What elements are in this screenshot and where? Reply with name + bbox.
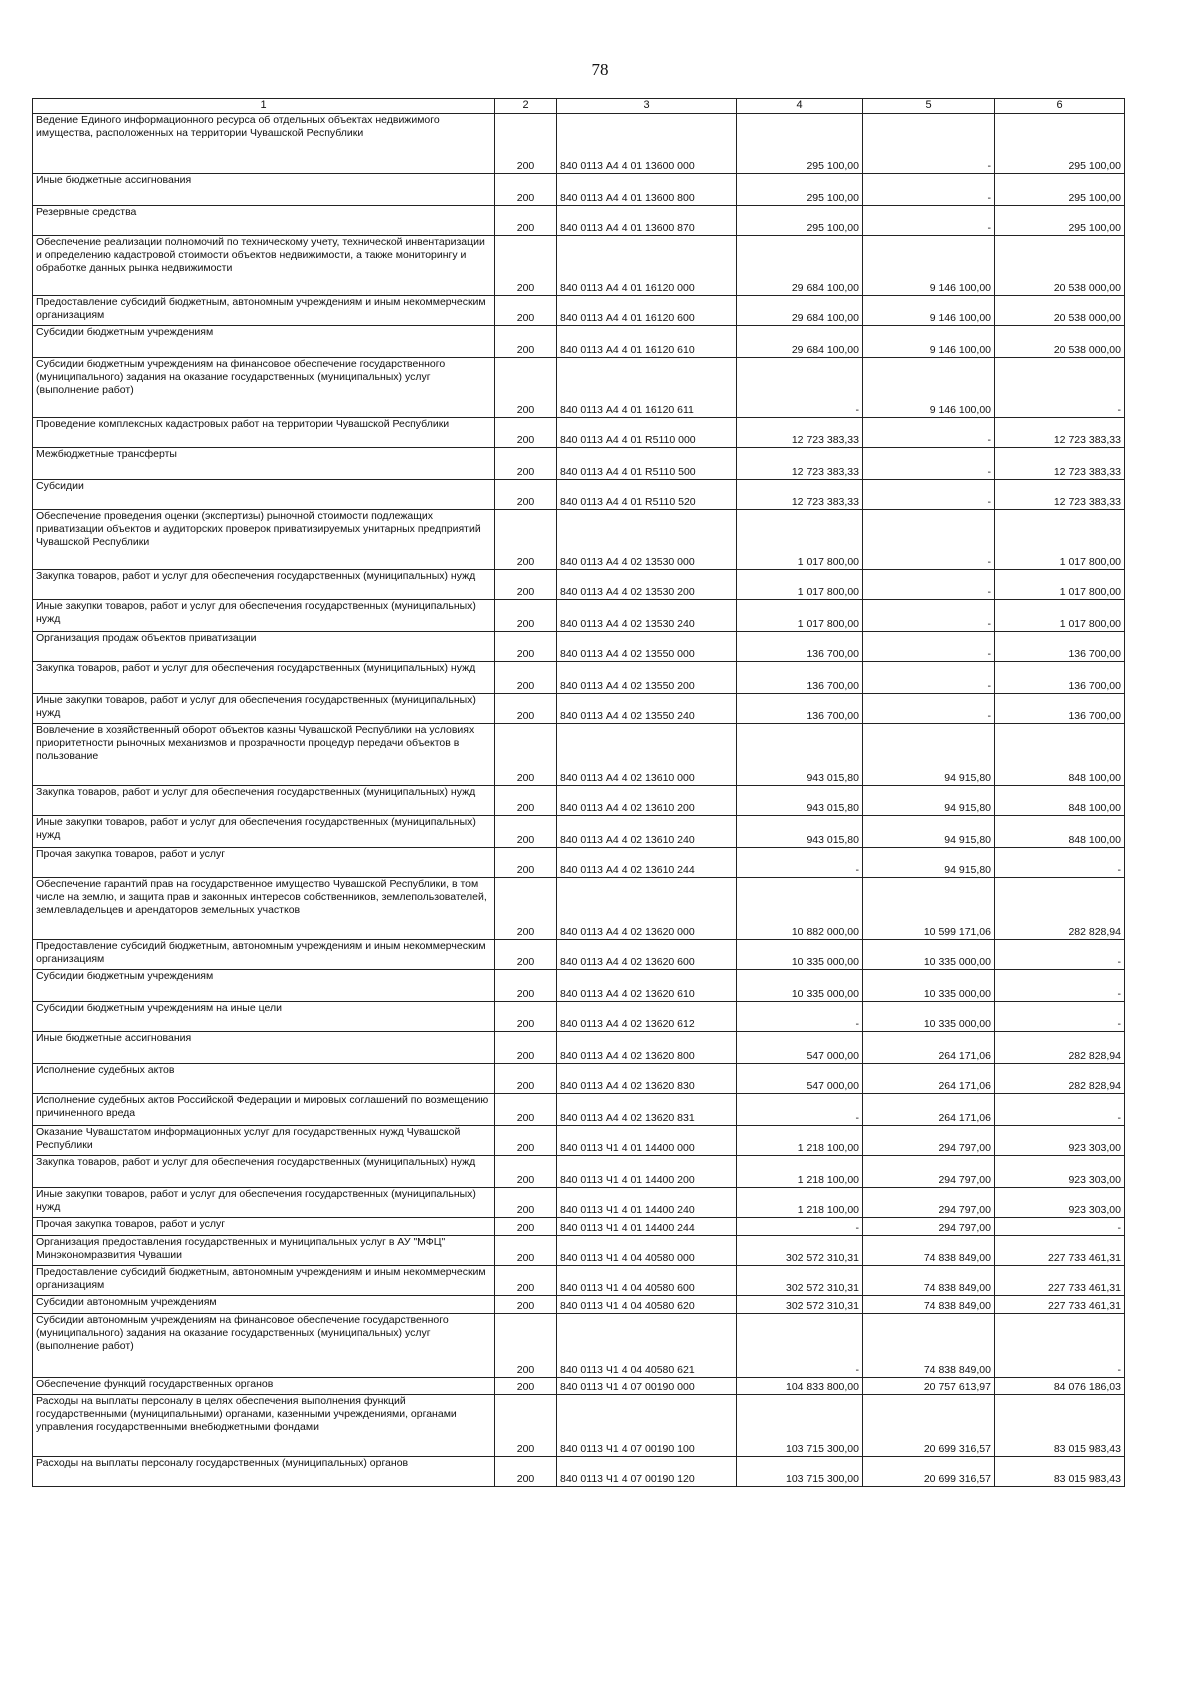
table-row — [33, 970, 1125, 1002]
row-name-cell: Субсидии автономным учреждениям на финансовое обеспечение государственного (муниципального) задания на оказание государственных (муниципальных) услуг (выполнение работ) — [33, 1314, 495, 1378]
row-amount-cell: - — [863, 114, 995, 174]
row-kbk-cell: 840 0113 Ч1 4 07 00190 120 — [557, 1457, 737, 1487]
row-amount-cell: 294 797,00 — [863, 1156, 995, 1188]
row-amount-cell: 264 171,06 — [863, 1032, 995, 1064]
row-amount-cell: 1 218 100,00 — [737, 1188, 863, 1218]
row-amount-cell: 136 700,00 — [737, 694, 863, 724]
table-row — [33, 1094, 1125, 1126]
row-amount-cell: 1 017 800,00 — [995, 570, 1125, 600]
table-row — [33, 448, 1125, 480]
row-kbk-cell: 840 0113 А4 4 02 13610 200 — [557, 786, 737, 816]
row-amount-cell: - — [863, 480, 995, 510]
row-amount-cell: 20 538 000,00 — [995, 236, 1125, 296]
row-amount-cell: 10 335 000,00 — [737, 940, 863, 970]
row-kbk-cell: 840 0113 А4 4 02 13530 000 — [557, 510, 737, 570]
row-amount-cell: 923 303,00 — [995, 1188, 1125, 1218]
row-kbk-cell: 840 0113 А4 4 01 R5110 520 — [557, 480, 737, 510]
table-row — [33, 1218, 1125, 1236]
row-amount-cell: - — [995, 940, 1125, 970]
row-amount-cell: - — [863, 600, 995, 632]
row-name-cell: Вовлечение в хозяйственный оборот объектов казны Чувашской Республики на условиях приоритетности рыночных механизмов и прозрачности процедур передачи объектов в пользование — [33, 724, 495, 786]
row-amount-cell: - — [995, 1314, 1125, 1378]
table-row — [33, 1314, 1125, 1378]
row-amount-cell: 295 100,00 — [737, 114, 863, 174]
table-row — [33, 1236, 1125, 1266]
row-amount-cell: 20 538 000,00 — [995, 326, 1125, 358]
row-amount-cell: 94 915,80 — [863, 848, 995, 878]
row-code-cell: 200 — [495, 816, 557, 848]
table-row — [33, 940, 1125, 970]
row-amount-cell: - — [995, 358, 1125, 418]
row-amount-cell: 1 218 100,00 — [737, 1126, 863, 1156]
row-code-cell: 200 — [495, 1064, 557, 1094]
row-code-cell: 200 — [495, 358, 557, 418]
row-amount-cell: - — [863, 694, 995, 724]
row-name-cell: Предоставление субсидий бюджетным, автономным учреждениям и иным некоммерческим организациям — [33, 296, 495, 326]
header-col-1: 1 — [33, 99, 495, 114]
row-name-cell: Межбюджетные трансферты — [33, 448, 495, 480]
row-amount-cell: 103 715 300,00 — [737, 1395, 863, 1457]
row-amount-cell: 74 838 849,00 — [863, 1296, 995, 1314]
row-amount-cell: 136 700,00 — [737, 662, 863, 694]
row-amount-cell: 282 828,94 — [995, 1032, 1125, 1064]
row-name-cell: Организация предоставления государственных и муниципальных услуг в АУ "МФЦ" Минэкономразвития Чувашии — [33, 1236, 495, 1266]
row-amount-cell: 227 733 461,31 — [995, 1296, 1125, 1314]
row-name-cell: Обеспечение гарантий прав на государственное имущество Чувашской Республики, в том числе на землю, и защита прав и законных интересов собственников, землепользователей, землевладельцев и арендаторов земельных участков — [33, 878, 495, 940]
row-amount-cell: - — [863, 662, 995, 694]
row-name-cell: Проведение комплексных кадастровых работ на территории Чувашской Республики — [33, 418, 495, 448]
header-col-5: 5 — [863, 99, 995, 114]
row-amount-cell: 12 723 383,33 — [995, 480, 1125, 510]
row-kbk-cell: 840 0113 Ч1 4 01 14400 240 — [557, 1188, 737, 1218]
row-code-cell: 200 — [495, 1218, 557, 1236]
row-amount-cell: 9 146 100,00 — [863, 358, 995, 418]
row-amount-cell: 547 000,00 — [737, 1032, 863, 1064]
row-kbk-cell: 840 0113 Ч1 4 01 14400 200 — [557, 1156, 737, 1188]
table-row — [33, 236, 1125, 296]
row-code-cell: 200 — [495, 570, 557, 600]
row-amount-cell: 104 833 800,00 — [737, 1378, 863, 1395]
row-amount-cell: 1 218 100,00 — [737, 1156, 863, 1188]
row-code-cell: 200 — [495, 1457, 557, 1487]
row-name-cell: Иные закупки товаров, работ и услуг для обеспечения государственных (муниципальных) нужд — [33, 1188, 495, 1218]
row-kbk-cell: 840 0113 А4 4 02 13610 240 — [557, 816, 737, 848]
row-amount-cell: 295 100,00 — [995, 174, 1125, 206]
budget-table — [32, 98, 1125, 1487]
table-row — [33, 1395, 1125, 1457]
table-row — [33, 418, 1125, 448]
table-row — [33, 326, 1125, 358]
row-amount-cell: - — [995, 1002, 1125, 1032]
row-amount-cell: 74 838 849,00 — [863, 1236, 995, 1266]
table-row — [33, 1126, 1125, 1156]
row-name-cell: Обеспечение проведения оценки (экспертизы) рыночной стоимости подлежащих приватизации объектов и аудиторских проверок приватизируемых унитарных предприятий Чувашской Республики — [33, 510, 495, 570]
row-code-cell: 200 — [495, 114, 557, 174]
row-code-cell: 200 — [495, 848, 557, 878]
row-kbk-cell: 840 0113 А4 4 02 13610 000 — [557, 724, 737, 786]
table-row — [33, 1002, 1125, 1032]
row-amount-cell: 29 684 100,00 — [737, 296, 863, 326]
table-row — [33, 1188, 1125, 1218]
row-amount-cell: - — [863, 206, 995, 236]
row-code-cell: 200 — [495, 418, 557, 448]
row-kbk-cell: 840 0113 Ч1 4 04 40580 621 — [557, 1314, 737, 1378]
row-code-cell: 200 — [495, 1002, 557, 1032]
row-name-cell: Ведение Единого информационного ресурса об отдельных объектах недвижимого имущества, расположенных на территории Чувашской Республики — [33, 114, 495, 174]
row-amount-cell: 10 335 000,00 — [737, 970, 863, 1002]
row-kbk-cell: 840 0113 А4 4 02 13550 240 — [557, 694, 737, 724]
row-amount-cell: 12 723 383,33 — [737, 448, 863, 480]
row-amount-cell: 9 146 100,00 — [863, 326, 995, 358]
row-name-cell: Обеспечение функций государственных органов — [33, 1378, 495, 1395]
row-amount-cell: 295 100,00 — [737, 174, 863, 206]
table-row — [33, 480, 1125, 510]
row-code-cell: 200 — [495, 694, 557, 724]
row-kbk-cell: 840 0113 А4 4 02 13620 800 — [557, 1032, 737, 1064]
row-amount-cell: - — [863, 174, 995, 206]
row-code-cell: 200 — [495, 724, 557, 786]
row-amount-cell: - — [995, 848, 1125, 878]
row-kbk-cell: 840 0113 А4 4 02 13550 200 — [557, 662, 737, 694]
row-amount-cell: 20 538 000,00 — [995, 296, 1125, 326]
table-row — [33, 816, 1125, 848]
row-amount-cell: 1 017 800,00 — [737, 510, 863, 570]
row-code-cell: 200 — [495, 480, 557, 510]
row-amount-cell: - — [737, 1314, 863, 1378]
row-name-cell: Прочая закупка товаров, работ и услуг — [33, 1218, 495, 1236]
row-code-cell: 200 — [495, 600, 557, 632]
row-kbk-cell: 840 0113 А4 4 01 13600 800 — [557, 174, 737, 206]
row-amount-cell: 848 100,00 — [995, 816, 1125, 848]
row-code-cell: 200 — [495, 1395, 557, 1457]
row-amount-cell: 74 838 849,00 — [863, 1314, 995, 1378]
row-name-cell: Исполнение судебных актов Российской Федерации и мировых соглашений по возмещению причиненного вреда — [33, 1094, 495, 1126]
row-kbk-cell: 840 0113 А4 4 02 13620 830 — [557, 1064, 737, 1094]
table-row — [33, 786, 1125, 816]
row-code-cell: 200 — [495, 1188, 557, 1218]
row-code-cell: 200 — [495, 296, 557, 326]
table-row — [33, 1378, 1125, 1395]
header-col-2: 2 — [495, 99, 557, 114]
row-code-cell: 200 — [495, 236, 557, 296]
row-amount-cell: 1 017 800,00 — [737, 600, 863, 632]
row-name-cell: Субсидии бюджетным учреждениям на иные цели — [33, 1002, 495, 1032]
row-amount-cell: 94 915,80 — [863, 724, 995, 786]
table-row — [33, 600, 1125, 632]
row-code-cell: 200 — [495, 1032, 557, 1064]
row-amount-cell: 282 828,94 — [995, 1064, 1125, 1094]
row-amount-cell: - — [737, 358, 863, 418]
row-code-cell: 200 — [495, 1314, 557, 1378]
row-amount-cell: - — [737, 1002, 863, 1032]
table-row — [33, 694, 1125, 724]
row-code-cell: 200 — [495, 1266, 557, 1296]
row-amount-cell: 136 700,00 — [995, 662, 1125, 694]
row-kbk-cell: 840 0113 А4 4 02 13530 240 — [557, 600, 737, 632]
row-kbk-cell: 840 0113 А4 4 01 R5110 000 — [557, 418, 737, 448]
row-amount-cell: 10 335 000,00 — [863, 940, 995, 970]
row-amount-cell: - — [995, 970, 1125, 1002]
row-code-cell: 200 — [495, 940, 557, 970]
table-row — [33, 662, 1125, 694]
row-name-cell: Иные бюджетные ассигнования — [33, 174, 495, 206]
row-amount-cell: 12 723 383,33 — [995, 418, 1125, 448]
row-amount-cell: 9 146 100,00 — [863, 296, 995, 326]
row-amount-cell: 264 171,06 — [863, 1094, 995, 1126]
row-amount-cell: - — [863, 448, 995, 480]
row-kbk-cell: 840 0113 Ч1 4 04 40580 000 — [557, 1236, 737, 1266]
row-kbk-cell: 840 0113 А4 4 02 13550 000 — [557, 632, 737, 662]
row-name-cell: Закупка товаров, работ и услуг для обеспечения государственных (муниципальных) нужд — [33, 1156, 495, 1188]
row-amount-cell: 295 100,00 — [995, 206, 1125, 236]
row-code-cell: 200 — [495, 662, 557, 694]
table-row — [33, 1032, 1125, 1064]
row-amount-cell: - — [863, 510, 995, 570]
row-amount-cell: - — [737, 1094, 863, 1126]
row-name-cell: Субсидии бюджетным учреждениям — [33, 326, 495, 358]
row-amount-cell: 10 335 000,00 — [863, 1002, 995, 1032]
row-name-cell: Организация продаж объектов приватизации — [33, 632, 495, 662]
row-code-cell: 200 — [495, 1378, 557, 1395]
row-amount-cell: 943 015,80 — [737, 786, 863, 816]
row-amount-cell: 9 146 100,00 — [863, 236, 995, 296]
row-code-cell: 200 — [495, 1296, 557, 1314]
row-amount-cell: 302 572 310,31 — [737, 1236, 863, 1266]
row-code-cell: 200 — [495, 970, 557, 1002]
row-amount-cell: 943 015,80 — [737, 816, 863, 848]
row-amount-cell: 302 572 310,31 — [737, 1266, 863, 1296]
row-kbk-cell: 840 0113 А4 4 01 R5110 500 — [557, 448, 737, 480]
row-amount-cell: 282 828,94 — [995, 878, 1125, 940]
row-amount-cell: 294 797,00 — [863, 1218, 995, 1236]
row-amount-cell: 923 303,00 — [995, 1156, 1125, 1188]
row-code-cell: 200 — [495, 632, 557, 662]
row-amount-cell: 94 915,80 — [863, 816, 995, 848]
row-amount-cell: 264 171,06 — [863, 1064, 995, 1094]
row-kbk-cell: 840 0113 А4 4 01 13600 000 — [557, 114, 737, 174]
row-amount-cell: 1 017 800,00 — [995, 600, 1125, 632]
row-name-cell: Закупка товаров, работ и услуг для обеспечения государственных (муниципальных) нужд — [33, 786, 495, 816]
row-amount-cell: 302 572 310,31 — [737, 1296, 863, 1314]
table-row — [33, 358, 1125, 418]
row-amount-cell: 848 100,00 — [995, 724, 1125, 786]
page-number: 78 — [591, 60, 609, 79]
row-kbk-cell: 840 0113 А4 4 02 13620 612 — [557, 1002, 737, 1032]
row-amount-cell: 83 015 983,43 — [995, 1395, 1125, 1457]
row-code-cell: 200 — [495, 786, 557, 816]
row-name-cell: Субсидии бюджетным учреждениям на финансовое обеспечение государственного (муниципального) задания на оказание государственных (муниципальных) услуг (выполнение работ) — [33, 358, 495, 418]
row-amount-cell: - — [737, 848, 863, 878]
row-code-cell: 200 — [495, 206, 557, 236]
row-amount-cell: 1 017 800,00 — [995, 510, 1125, 570]
table-row — [33, 1296, 1125, 1314]
row-amount-cell: 295 100,00 — [995, 114, 1125, 174]
row-name-cell: Иные бюджетные ассигнования — [33, 1032, 495, 1064]
row-amount-cell: 12 723 383,33 — [995, 448, 1125, 480]
table-row — [33, 570, 1125, 600]
table-row — [33, 878, 1125, 940]
row-kbk-cell: 840 0113 А4 4 02 13530 200 — [557, 570, 737, 600]
row-amount-cell: 20 699 316,57 — [863, 1457, 995, 1487]
row-amount-cell: 848 100,00 — [995, 786, 1125, 816]
row-amount-cell: 923 303,00 — [995, 1126, 1125, 1156]
row-name-cell: Иные закупки товаров, работ и услуг для обеспечения государственных (муниципальных) нужд — [33, 694, 495, 724]
row-amount-cell: 10 882 000,00 — [737, 878, 863, 940]
row-code-cell: 200 — [495, 1236, 557, 1266]
row-amount-cell: 10 599 171,06 — [863, 878, 995, 940]
table-row — [33, 632, 1125, 662]
row-amount-cell: 1 017 800,00 — [737, 570, 863, 600]
row-amount-cell: 20 699 316,57 — [863, 1395, 995, 1457]
row-kbk-cell: 840 0113 Ч1 4 04 40580 620 — [557, 1296, 737, 1314]
row-name-cell: Оказание Чувашстатом информационных услуг для государственных нужд Чувашской Республики — [33, 1126, 495, 1156]
row-name-cell: Предоставление субсидий бюджетным, автономным учреждениям и иным некоммерческим организациям — [33, 940, 495, 970]
table-row — [33, 848, 1125, 878]
row-amount-cell: - — [863, 418, 995, 448]
row-name-cell: Расходы на выплаты персоналу государственных (муниципальных) органов — [33, 1457, 495, 1487]
row-name-cell: Иные закупки товаров, работ и услуг для обеспечения государственных (муниципальных) нужд — [33, 600, 495, 632]
row-amount-cell: - — [863, 632, 995, 662]
row-code-cell: 200 — [495, 1094, 557, 1126]
row-kbk-cell: 840 0113 Ч1 4 01 14400 000 — [557, 1126, 737, 1156]
row-amount-cell: 10 335 000,00 — [863, 970, 995, 1002]
row-amount-cell: - — [995, 1218, 1125, 1236]
row-name-cell: Обеспечение реализации полномочий по техническому учету, технической инвентаризации и определению кадастровой стоимости объектов недвижимости, а также мониторингу и обработке данных рынка недвижимости — [33, 236, 495, 296]
row-code-cell: 200 — [495, 326, 557, 358]
table-row — [33, 510, 1125, 570]
row-amount-cell: 547 000,00 — [737, 1064, 863, 1094]
row-code-cell: 200 — [495, 448, 557, 480]
row-kbk-cell: 840 0113 А4 4 02 13620 831 — [557, 1094, 737, 1126]
row-amount-cell: 227 733 461,31 — [995, 1266, 1125, 1296]
row-kbk-cell: 840 0113 Ч1 4 01 14400 244 — [557, 1218, 737, 1236]
row-kbk-cell: 840 0113 А4 4 02 13610 244 — [557, 848, 737, 878]
row-name-cell: Закупка товаров, работ и услуг для обеспечения государственных (муниципальных) нужд — [33, 570, 495, 600]
row-kbk-cell: 840 0113 А4 4 02 13620 600 — [557, 940, 737, 970]
row-kbk-cell: 840 0113 Ч1 4 07 00190 000 — [557, 1378, 737, 1395]
row-name-cell: Иные закупки товаров, работ и услуг для обеспечения государственных (муниципальных) нужд — [33, 816, 495, 848]
row-name-cell: Субсидии — [33, 480, 495, 510]
row-kbk-cell: 840 0113 А4 4 01 16120 000 — [557, 236, 737, 296]
row-amount-cell: 943 015,80 — [737, 724, 863, 786]
row-amount-cell: 74 838 849,00 — [863, 1266, 995, 1296]
table-row — [33, 1156, 1125, 1188]
header-row — [33, 99, 1125, 114]
row-kbk-cell: 840 0113 А4 4 01 13600 870 — [557, 206, 737, 236]
row-amount-cell: 12 723 383,33 — [737, 418, 863, 448]
row-name-cell: Субсидии бюджетным учреждениям — [33, 970, 495, 1002]
table-row — [33, 1064, 1125, 1094]
row-amount-cell: - — [863, 570, 995, 600]
row-code-cell: 200 — [495, 1126, 557, 1156]
row-kbk-cell: 840 0113 Ч1 4 04 40580 600 — [557, 1266, 737, 1296]
row-amount-cell: 136 700,00 — [995, 694, 1125, 724]
row-name-cell: Расходы на выплаты персоналу в целях обеспечения выполнения функций государственными (муниципальными) органами, казенными учреждениями, органами управления государственными внебюджетными фондами — [33, 1395, 495, 1457]
table-row — [33, 114, 1125, 174]
row-amount-cell: 294 797,00 — [863, 1188, 995, 1218]
table-header — [33, 99, 1125, 114]
row-name-cell: Закупка товаров, работ и услуг для обеспечения государственных (муниципальных) нужд — [33, 662, 495, 694]
row-code-cell: 200 — [495, 510, 557, 570]
row-name-cell: Предоставление субсидий бюджетным, автономным учреждениям и иным некоммерческим организациям — [33, 1266, 495, 1296]
row-name-cell: Субсидии автономным учреждениям — [33, 1296, 495, 1314]
row-kbk-cell: 840 0113 А4 4 02 13620 610 — [557, 970, 737, 1002]
row-name-cell: Резервные средства — [33, 206, 495, 236]
table-row — [33, 296, 1125, 326]
row-amount-cell: 295 100,00 — [737, 206, 863, 236]
row-amount-cell: 94 915,80 — [863, 786, 995, 816]
row-kbk-cell: 840 0113 А4 4 01 16120 610 — [557, 326, 737, 358]
table-body — [33, 114, 1125, 1487]
header-col-4: 4 — [737, 99, 863, 114]
row-name-cell: Прочая закупка товаров, работ и услуг — [33, 848, 495, 878]
row-code-cell: 200 — [495, 174, 557, 206]
table-row — [33, 1266, 1125, 1296]
row-amount-cell: - — [737, 1218, 863, 1236]
header-col-6: 6 — [995, 99, 1125, 114]
table-row — [33, 206, 1125, 236]
row-kbk-cell: 840 0113 Ч1 4 07 00190 100 — [557, 1395, 737, 1457]
row-amount-cell: 83 015 983,43 — [995, 1457, 1125, 1487]
row-name-cell: Исполнение судебных актов — [33, 1064, 495, 1094]
row-amount-cell: 294 797,00 — [863, 1126, 995, 1156]
row-kbk-cell: 840 0113 А4 4 02 13620 000 — [557, 878, 737, 940]
row-amount-cell: 136 700,00 — [995, 632, 1125, 662]
row-amount-cell: 20 757 613,97 — [863, 1378, 995, 1395]
row-amount-cell: 29 684 100,00 — [737, 236, 863, 296]
row-amount-cell: 103 715 300,00 — [737, 1457, 863, 1487]
table-row — [33, 724, 1125, 786]
table-row — [33, 1457, 1125, 1487]
table-row — [33, 174, 1125, 206]
row-amount-cell: 29 684 100,00 — [737, 326, 863, 358]
row-kbk-cell: 840 0113 А4 4 01 16120 600 — [557, 296, 737, 326]
row-code-cell: 200 — [495, 1156, 557, 1188]
row-kbk-cell: 840 0113 А4 4 01 16120 611 — [557, 358, 737, 418]
row-amount-cell: - — [995, 1094, 1125, 1126]
row-amount-cell: 136 700,00 — [737, 632, 863, 662]
row-code-cell: 200 — [495, 878, 557, 940]
row-amount-cell: 227 733 461,31 — [995, 1236, 1125, 1266]
row-amount-cell: 84 076 186,03 — [995, 1378, 1125, 1395]
row-amount-cell: 12 723 383,33 — [737, 480, 863, 510]
header-col-3: 3 — [557, 99, 737, 114]
